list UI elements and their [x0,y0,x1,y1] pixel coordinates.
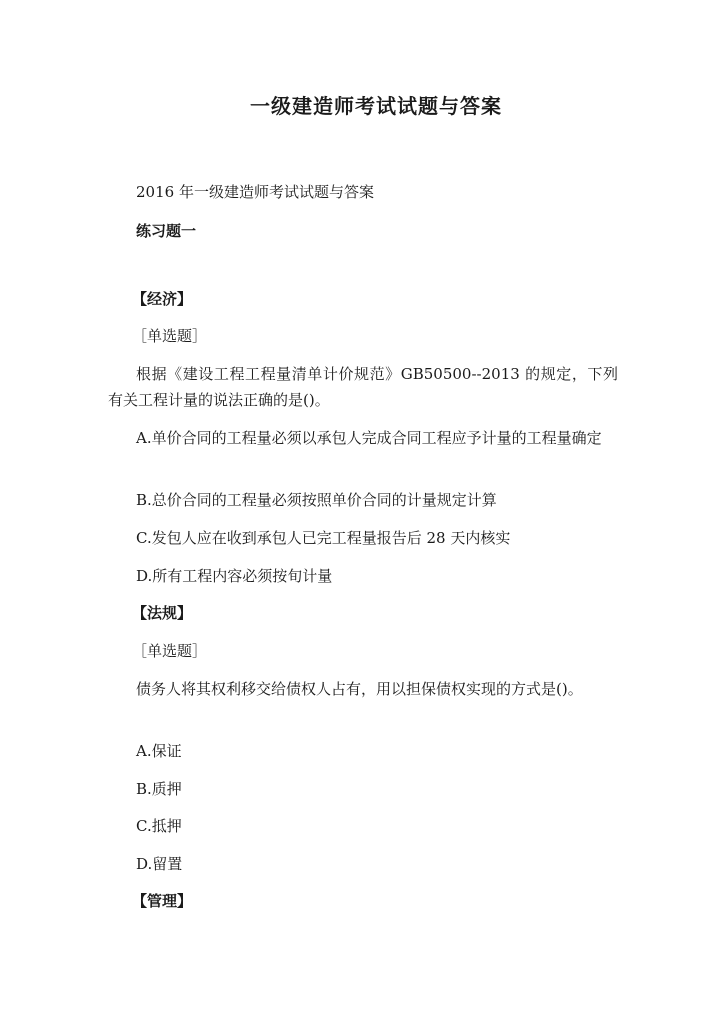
option-a: A.单价合同的工程量必须以承包人完成合同工程应予计量的工程量确定 [136,429,602,447]
option-c: C.发包人应在收到承包人已完工程量报告后 28 天内核实 [136,529,511,547]
exercise-heading: 练习题一 [136,222,197,240]
question-text: 债务人将其权利移交给债权人占有，用以担保债权实现的方式是()。 [136,680,583,698]
section-category: 【管理】 [132,892,193,910]
question-type: ［单选题］ [132,327,208,345]
document-subtitle: 2016 年一级建造师考试试题与答案 [136,183,374,201]
option-d: D.所有工程内容必须按旬计量 [136,567,333,585]
option-b: B.总价合同的工程量必须按照单价合同的计量规定计算 [136,491,497,509]
option-d: D.留置 [136,855,183,873]
section-category: 【经济】 [132,290,193,308]
section-category: 【法规】 [132,604,193,622]
question-type: ［单选题］ [132,642,208,660]
document-title: 一级建造师考试试题与答案 [250,94,502,118]
option-a: A.保证 [136,742,182,760]
question-text: 根据《建设工程工程量清单计价规范》GB50500--2013 的规定，下列有关工程计量的说法正确的是()。 [108,365,618,409]
option-c: C.抵押 [136,817,182,835]
option-b: B.质押 [136,780,182,798]
